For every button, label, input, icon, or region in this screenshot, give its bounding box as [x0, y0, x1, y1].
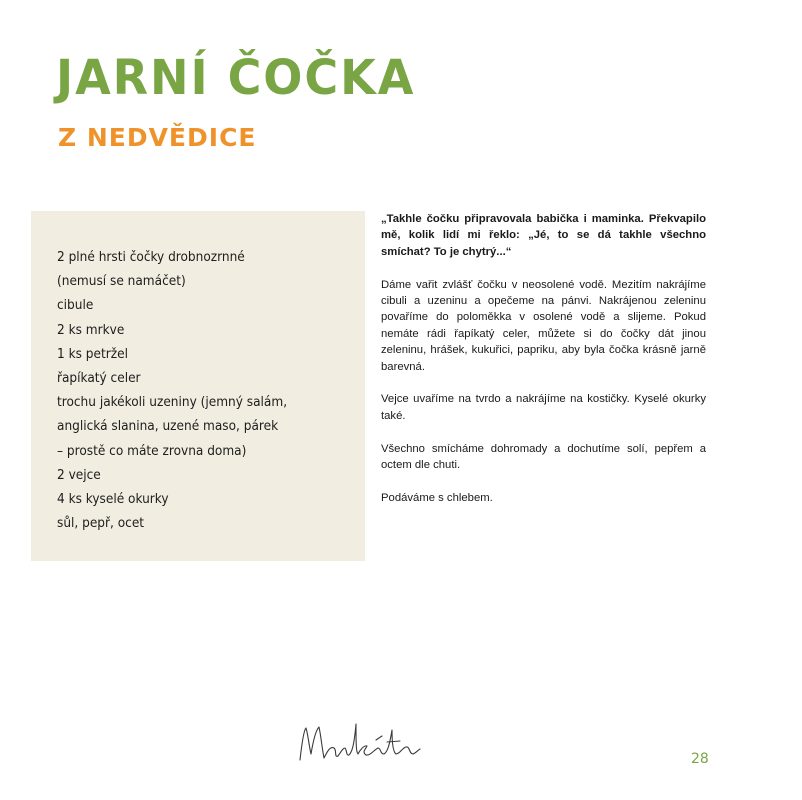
ingredients-card [31, 211, 365, 561]
ingredient-line: cibule [57, 297, 94, 314]
recipe-title: JARNÍ ČOČKA [56, 50, 416, 106]
instruction-paragraph: Dáme vařit zvlášť čočku v neosolené vodě. Mezitím nakrájíme cibuli a uzeninu a opečeme na pánvi. Nakrájenou zeleninu povaříme do poloměkka v osolené vodě a slijeme. Pokud nemáte rádi řapíkatý celer, můžete si do čočky dát jinou zeleninu, hrášek, kukuřici, papriku, aby byla čočka krásně jarně barevná. [381, 278, 706, 373]
intro-quote: „Takhle čočku připravovala babička i maminka. Překvapilo mě, kolik lidí mi řeklo: „Jé, to se dá takhle všechno smíchat? To je chytrý...“ [381, 213, 706, 258]
page-number: 28 [691, 751, 709, 767]
ingredients-list [57, 245, 357, 535]
ingredient-line: řapíkatý celer [57, 369, 141, 386]
ingredient-line: 4 ks kyselé okurky [57, 490, 169, 507]
ingredient-line: 1 ks petržel [57, 345, 128, 362]
ingredient-line: 2 ks mrkve [57, 321, 125, 338]
ingredient-line: – prostě co máte zrovna doma) [57, 442, 247, 459]
ingredient-line: anglická slanina, uzené maso, párek [57, 418, 279, 435]
recipe-subtitle: Z NEDVĚDICE [58, 123, 257, 152]
serving-note: Podáváme s chlebem. [381, 491, 493, 504]
ingredient-line: sůl, pepř, ocet [57, 515, 145, 532]
instruction-paragraph: Všechno smícháme dohromady a dochutíme solí, pepřem a octem dle chuti. [381, 442, 706, 472]
instruction-paragraph: Vejce uvaříme na tvrdo a nakrájíme na kostičky. Kyselé okurky také. [381, 393, 706, 422]
signature [292, 712, 442, 772]
ingredient-line: (nemusí se namáčet) [57, 273, 186, 290]
ingredient-line: 2 plné hrsti čočky drobnozrnné [57, 249, 245, 265]
recipe-instructions [381, 211, 706, 523]
ingredient-line: trochu jakékoli uzeniny (jemný salám, [57, 394, 288, 411]
ingredient-line: 2 vejce [57, 466, 101, 483]
